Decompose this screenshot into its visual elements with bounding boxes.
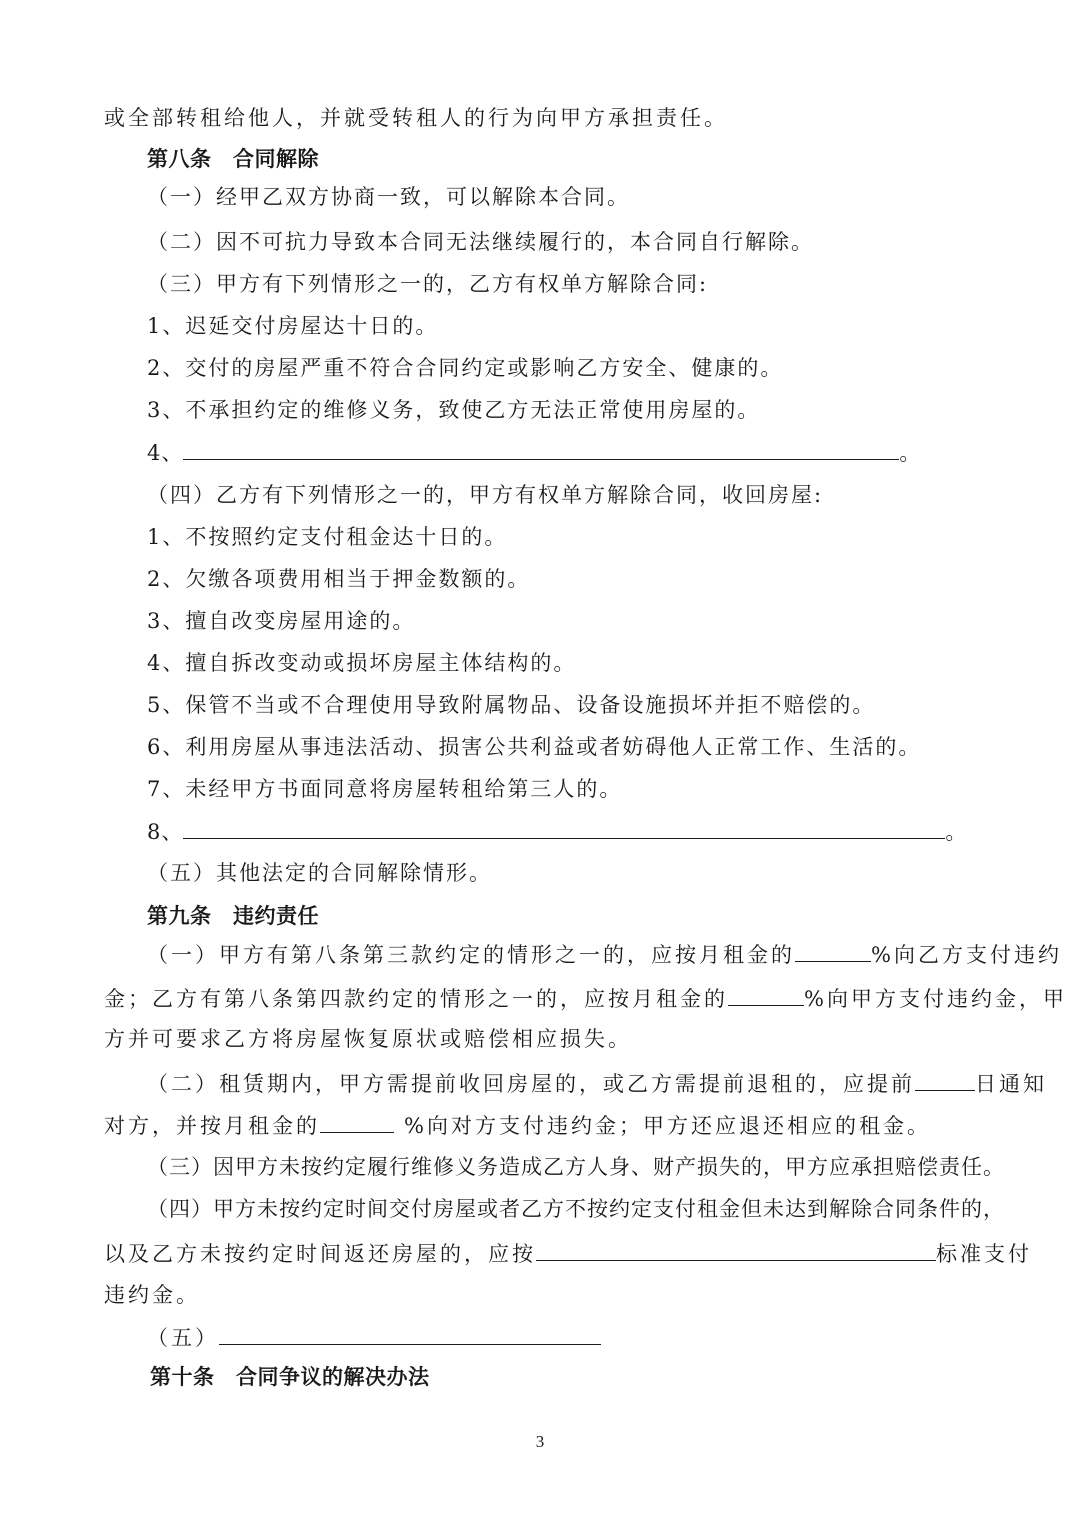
text-span: （二）租赁期内，甲方需提前收回房屋的，或乙方需提前退租的，应提前 bbox=[147, 1072, 915, 1096]
text-span: 对方，并按月租金的 bbox=[104, 1114, 320, 1138]
page-number: 3 bbox=[535, 1432, 545, 1451]
clause-8-4-item-7: 7、未经甲方书面同意将房屋转租给第三人的。 bbox=[147, 777, 623, 801]
fill-in-blank bbox=[728, 983, 804, 1006]
item-number: （五） bbox=[147, 1326, 219, 1350]
clause-8-3-item-4 bbox=[147, 437, 921, 468]
clause-9-1-line-3: 方并可要求乙方将房屋恢复原状或赔偿相应损失。 bbox=[104, 1027, 632, 1051]
text-span: 标准支付 bbox=[936, 1242, 1032, 1266]
clause-8-3-item-2: 2、交付的房屋严重不符合合同约定或影响乙方安全、健康的。 bbox=[147, 356, 784, 380]
clause-9-1-line-1 bbox=[147, 939, 1062, 970]
clause-8-3-item-1: 1、迟延交付房屋达十日的。 bbox=[147, 314, 439, 338]
article-8-heading: 第八条 合同解除 bbox=[147, 146, 319, 171]
clause-8-4-item-3: 3、擅自改变房屋用途的。 bbox=[147, 609, 416, 633]
clause-8-2: （二）因不可抗力导致本合同无法继续履行的，本合同自行解除。 bbox=[147, 230, 814, 254]
item-number: 8、 bbox=[147, 820, 184, 844]
fill-in-blank bbox=[183, 816, 945, 839]
text-span: 金；乙方有第八条第四款约定的情形之一的，应按月租金的 bbox=[104, 987, 728, 1011]
text-line: 或全部转租给他人，并就受转租人的行为向甲方承担责任。 bbox=[104, 106, 728, 130]
text-span: （一）甲方有第八条第三款约定的情形之一的，应按月租金的 bbox=[147, 943, 795, 967]
text-span: %向甲方支付违约金，甲 bbox=[804, 987, 1067, 1011]
clause-9-4-line-1: （四）甲方未按约定时间交付房屋或者乙方不按约定支付租金但未达到解除合同条件的， bbox=[147, 1197, 1005, 1221]
period: 。 bbox=[899, 441, 922, 465]
clause-8-4-item-1: 1、不按照约定支付租金达十日的。 bbox=[147, 525, 508, 549]
text-span: %向对方支付违约金；甲方还应退还相应的租金。 bbox=[404, 1114, 931, 1138]
clause-8-4-item-8 bbox=[147, 816, 967, 847]
fill-in-blank bbox=[219, 1322, 601, 1345]
clause-9-1-line-2 bbox=[104, 983, 1067, 1014]
clause-8-4-item-2: 2、欠缴各项费用相当于押金数额的。 bbox=[147, 567, 531, 591]
fill-in-blank bbox=[536, 1238, 936, 1261]
period: 。 bbox=[945, 820, 968, 844]
clause-9-2-line-1 bbox=[147, 1068, 1047, 1099]
fill-in-blank bbox=[795, 939, 871, 962]
clause-8-3-item-3: 3、不承担约定的维修义务，致使乙方无法正常使用房屋的。 bbox=[147, 398, 761, 422]
article-10-heading: 第十条 合同争议的解决办法 bbox=[150, 1364, 430, 1389]
text-span: %向乙方支付违约 bbox=[871, 943, 1062, 967]
text-span: 日通知 bbox=[975, 1072, 1047, 1096]
clause-9-4-line-3: 违约金。 bbox=[104, 1283, 200, 1307]
fill-in-blank bbox=[915, 1068, 975, 1091]
text-span: 以及乙方未按约定时间返还房屋的，应按 bbox=[104, 1242, 536, 1266]
item-number: 4、 bbox=[147, 441, 184, 465]
clause-8-4: （四）乙方有下列情形之一的，甲方有权单方解除合同，收回房屋: bbox=[147, 483, 824, 507]
clause-9-2-line-2 bbox=[104, 1110, 931, 1141]
clause-9-4-line-2 bbox=[104, 1238, 1032, 1269]
article-9-heading: 第九条 违约责任 bbox=[147, 903, 319, 928]
clause-8-4-item-6: 6、利用房屋从事违法活动、损害公共利益或者妨碍他人正常工作、生活的。 bbox=[147, 735, 922, 759]
clause-8-5: （五）其他法定的合同解除情形。 bbox=[147, 861, 492, 885]
clause-9-3: （三）因甲方未按约定履行维修义务造成乙方人身、财产损失的，甲方应承担赔偿责任。 bbox=[147, 1155, 1005, 1179]
clause-8-1: （一）经甲乙双方协商一致，可以解除本合同。 bbox=[147, 185, 630, 209]
fill-in-blank bbox=[183, 437, 899, 460]
fill-in-blank bbox=[320, 1110, 394, 1133]
clause-8-4-item-5: 5、保管不当或不合理使用导致附属物品、设备设施损坏并拒不赔偿的。 bbox=[147, 693, 876, 717]
clause-8-3: （三）甲方有下列情形之一的，乙方有权单方解除合同: bbox=[147, 272, 709, 296]
clause-9-5 bbox=[147, 1322, 601, 1353]
clause-8-4-item-4: 4、擅自拆改变动或损坏房屋主体结构的。 bbox=[147, 651, 577, 675]
